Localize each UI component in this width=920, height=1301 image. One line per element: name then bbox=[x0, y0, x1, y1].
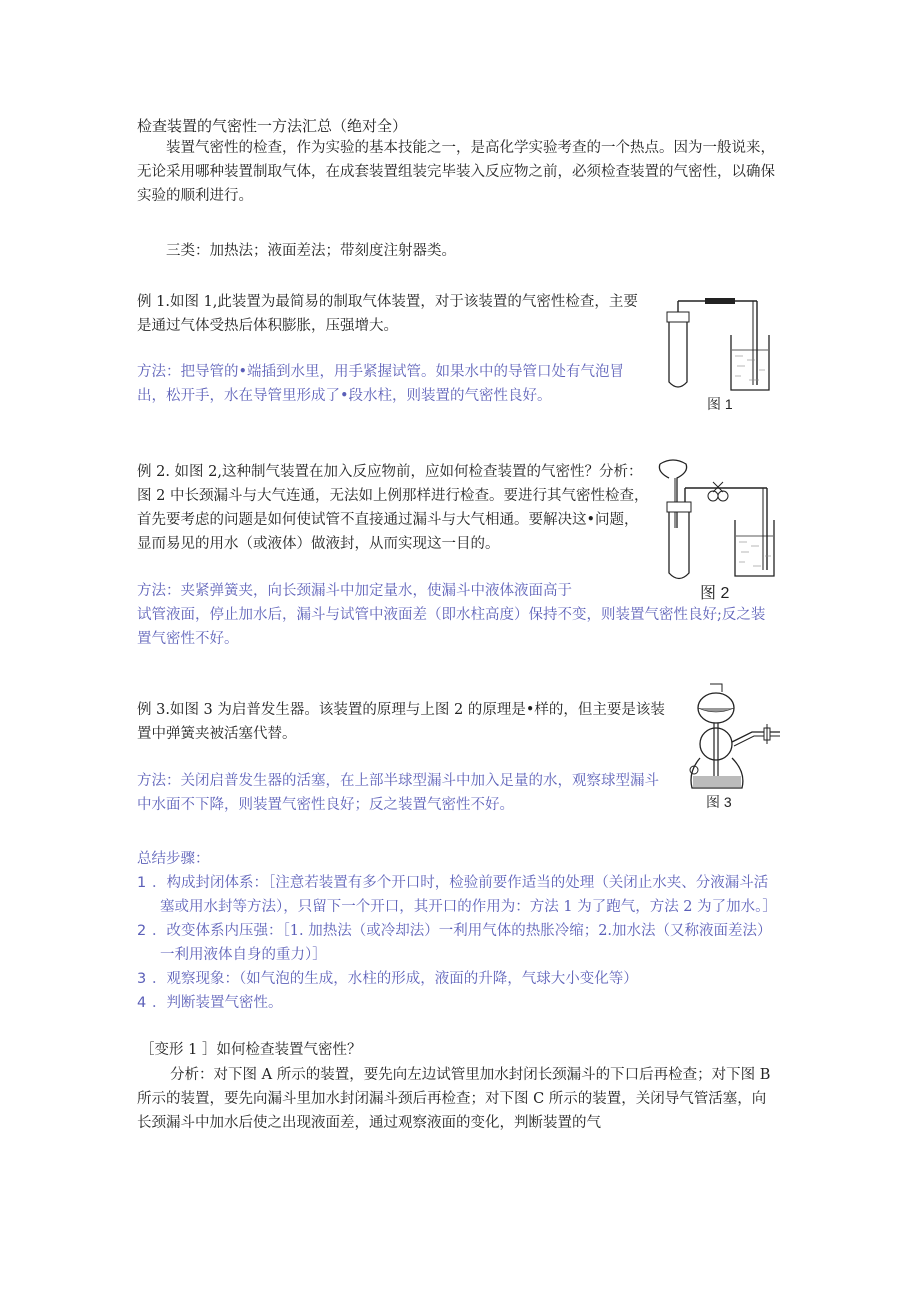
example2-text: 图 2 中长颈漏斗与大气连通，无法如上例那样进行检查。要进行其气密性检查， bbox=[137, 488, 649, 504]
step-number: 1 bbox=[137, 875, 147, 891]
intro-line: 无论采用哪种装置制取气体，在成套装置组装完毕装入反应物之前，必须检查装置的气密性，以确保 bbox=[137, 164, 775, 180]
step-text: ．判断装置气密性。 bbox=[152, 995, 283, 1011]
figure-1 bbox=[655, 290, 770, 400]
variant-text: 长颈漏斗中加水后使之出现液面差，通过观察液面的变化，判断装置的气 bbox=[137, 1115, 601, 1131]
example2-method: 试管液面，停止加水后，漏斗与试管中液面差（即水柱高度）保持不变，则装置气密性良好;反之装 bbox=[137, 607, 766, 623]
step-number: 3 bbox=[137, 971, 147, 987]
example1-text: 例 1.如图 1,此装置为最简易的制取气体装置，对于该装置的气密性检查，主要 bbox=[137, 294, 638, 310]
variant-heading: ［变形 1 ］如何检查装置气密性？ bbox=[140, 1042, 362, 1058]
page-title: 检查装置的气密性一方法汇总（绝对全） bbox=[137, 117, 408, 135]
step-text: ．构成封闭体系：［注意若装置有多个开口时，检验前要作适当的处理（关闭止水夹、分液漏斗活 bbox=[152, 875, 769, 891]
categories-heading: 三类：加热法；液面差法；带刻度注射器类。 bbox=[166, 243, 456, 259]
figure-3-caption: 图 3 bbox=[706, 794, 732, 810]
example2-method: 方法：夹紧弹簧夹，向长颈漏斗中加定量水，使漏斗中液体液面高于 bbox=[137, 583, 572, 599]
example1-text: 是通过气体受热后体积膨胀，压强增大。 bbox=[137, 318, 398, 334]
example1-method: 方法：把导管的•端插到水里，用手紧握试管。如果水中的导管口处有气泡冒 bbox=[137, 364, 625, 380]
example2-method: 置气密性不好。 bbox=[137, 631, 239, 647]
example3-method: 中水面不下降，则装置气密性良好；反之装置气密性不好。 bbox=[137, 797, 514, 813]
example3-text: 置中弹簧夹被活塞代替。 bbox=[137, 726, 297, 742]
example2-text: 例 2. 如图 2,这种制气装置在加入反应物前，应如何检查装置的气密性？分析： bbox=[137, 464, 643, 480]
example2-text: 首先要考虑的问题是如何使试管不直接通过漏斗与大气相通。要解决这•问题， bbox=[137, 512, 639, 528]
figure-3 bbox=[680, 680, 790, 795]
step-text: ．改变体系内压强：［1. 加热法（或冷却法）一利用气体的热胀冷缩；2.加水法（又称液面差法） bbox=[152, 923, 772, 939]
figure-2-caption: 图 2 bbox=[700, 585, 730, 602]
variant-text: 分析：对下图 A 所示的装置，要先向左边试管里加水封闭长颈漏斗的下口后再检查；对下图 B bbox=[170, 1067, 771, 1083]
step-number: 4 bbox=[137, 995, 147, 1011]
intro-line: 实验的顺利进行。 bbox=[137, 188, 253, 204]
figure-2 bbox=[655, 458, 775, 583]
example3-text: 例 3.如图 3 为启普发生器。该装置的原理与上图 2 的原理是•样的，但主要是该装 bbox=[137, 702, 665, 718]
summary-heading: 总结步骤： bbox=[137, 851, 210, 867]
step-text: 塞或用水封等方法），只留下一个开口，其开口的作用为：方法 1 为了跑气，方法 2 为了加水。］ bbox=[160, 899, 777, 915]
step-text: ．观察现象：（如气泡的生成，水柱的形成，液面的升降，气球大小变化等） bbox=[152, 971, 638, 987]
example1-method: 出，松开手，水在导管里形成了•段水柱，则装置的气密性良好。 bbox=[137, 388, 552, 404]
variant-text: 所示的装置，要先向漏斗里加水封闭漏斗颈后再检查；对下图 C 所示的装置，关闭导气管活塞，向 bbox=[137, 1091, 767, 1107]
figure-1-caption: 图 1 bbox=[707, 396, 733, 412]
example2-text: 显而易见的用水（或液体）做液封，从而实现这一目的。 bbox=[137, 536, 500, 552]
intro-line: 装置气密性的检查，作为实验的基本技能之一，是高化学实验考查的一个热点。因为一般说来， bbox=[166, 140, 775, 156]
example3-method: 方法：关闭启普发生器的活塞，在上部半球型漏斗中加入足量的水，观察球型漏斗 bbox=[137, 773, 659, 789]
step-number: 2 bbox=[137, 923, 147, 939]
step-text: 一利用液体自身的重力）］ bbox=[160, 947, 327, 963]
